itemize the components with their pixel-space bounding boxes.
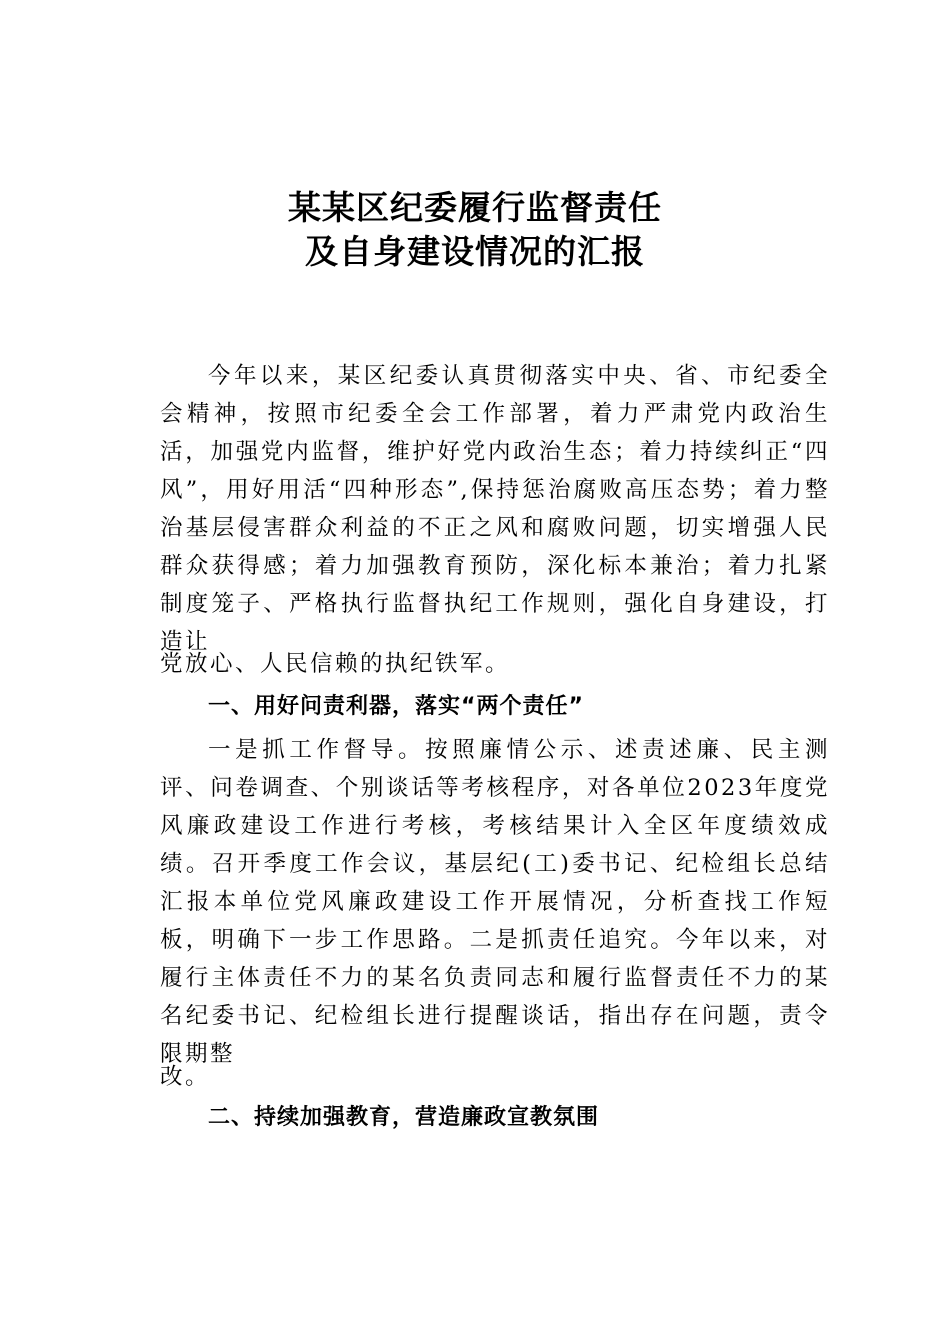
intro-paragraph: 今年以来，某区纪委认真贯彻落实中央、省、市纪委全会精神，按照市纪委全会工作部署，着力严肃党内政治生活，加强党内监督，维护好党内政治生态；着力持续纠正“四风”，用好用活“四种形态”,保持惩治腐败高压态势；着力整治基层侵害群众利益的不正之风和腐败问题，切实增强人民群众获得感；着力加强教育预防，深化标本兼治；着力扎紧制度笼子、严格执行监督执纪工作规则，强化自身建设，打造让 xyxy=(160,363,830,655)
section-2-heading: 二、持续加强教育，营造廉政宣教氛围 xyxy=(208,1105,600,1130)
section-1-paragraph: 一是抓工作督导。按照廉情公示、述责述廉、民主测评、问卷调查、个别谈话等考核程序，对各单位2023年度党风廉政建设工作进行考核，考核结果计入全区年度绩效成绩。召开季度工作会议，基层纪(工)委书记、纪检组长总结汇报本单位党风廉政建设工作开展情况，分析查找工作短板，明确下一步工作思路。二是抓责任追究。今年以来，对履行主体责任不力的某名负责同志和履行监督责任不力的某名纪委书记、纪检组长进行提醒谈话，指出存在问题，责令限期整 xyxy=(160,737,830,1067)
title-line-1: 某某区纪委履行监督责任 xyxy=(288,188,662,227)
section-1-heading: 一、用好问责利器，落实“两个责任” xyxy=(208,694,584,719)
intro-paragraph-tail: 党放心、人民信赖的执纪铁军。 xyxy=(160,651,511,677)
document-title xyxy=(0,186,950,274)
section-1-paragraph-tail: 改。 xyxy=(160,1064,211,1090)
title-line-2: 及自身建设情况的汇报 xyxy=(305,232,645,271)
